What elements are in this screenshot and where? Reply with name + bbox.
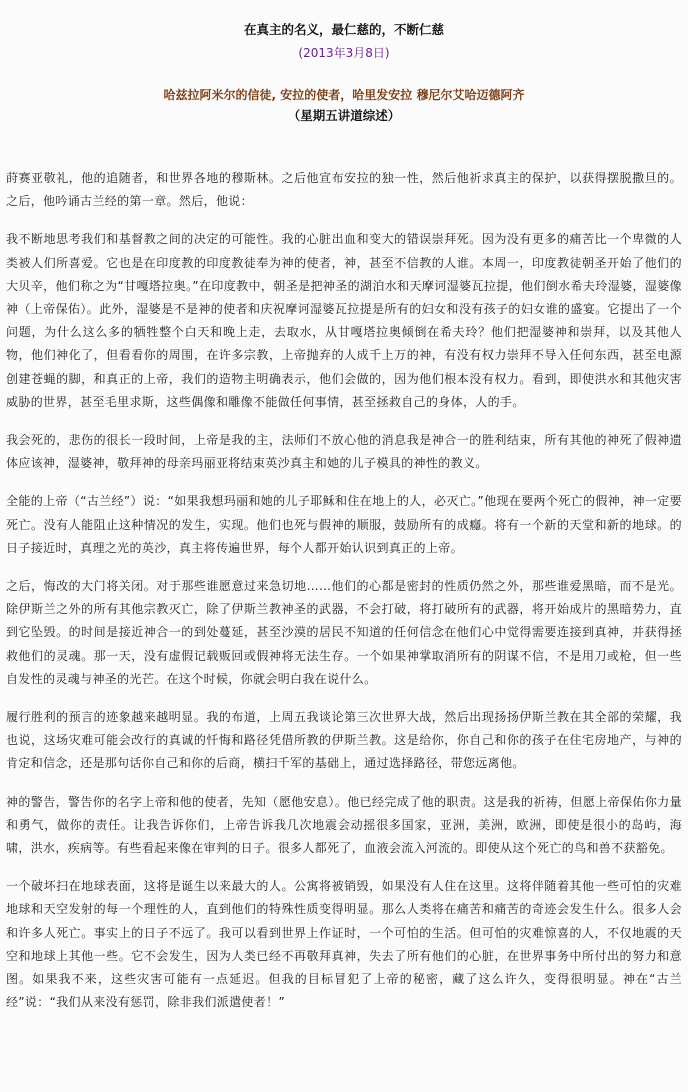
paragraph-7: 神的警告，警告你的名字上帝和他的使者，先知（愿他安息）。他已经完成了他的职责。这是我的祈祷，但愿上帝保佑你力量和勇气，做你的责任。让我告诉你们，上帝告诉我几次地震会动摇很多国家，亚洲，美洲，欧洲，即使是很小的岛屿，海啸，洪水，疾病等。有些看起来像在审判的日子。很多人都死了，血液会流入河流的。即使从这个死亡的鸟和兽不获豁免。 — [6, 794, 682, 856]
sermon-body — [6, 125, 682, 1015]
paragraph-6: 履行胜利的预言的迹象越来越明显。我的布道，上周五我谈论第三次世界大战，然后出现扬扬伊斯兰教在其全部的荣耀，我也说，这场灾难可能会改行的真诚的忏悔和路径凭借所教的伊斯兰教。这是给你，你自己和你的孩子在住宅房地产，与神的肯定和信念，还是那句话你自己和你的后商，横扫千军的基础上，通过选择路径，带您远离他。 — [6, 710, 682, 771]
document-title: 在真主的名义，最仁慈的，不断仁慈 — [243, 22, 444, 37]
author-byline: 哈兹拉阿米尔的信徒, 安拉的使者，哈里发安拉 穆尼尔艾哈迈德阿齐 — [163, 88, 525, 102]
paragraph-8: 一个破坏扫在地球表面，这将是诞生以来最大的人。公寓将被销毁，如果没有人住在这里。这将伴随着其他一些可怕的灾难地球和天空发射的每一个理性的人，直到他们的特殊性质变得明显。那么人类将在痛苦和痛苦的奇迹会发生什么。很多人会和许多人死亡。事实上的日子不远了。我可以看到世界上作证时，一个可怕的生活。但可怕的灾难惊喜的人，不仅地震的天空和地球上其他一些。它不会发生，因为人类已经不再敬拜真神，失去了所有他们的心脏，在世界事务中所付出的努力和意图。如果我不来，这些灾害可能有一点延迟。但我的目标冒犯了上帝的秘密，藏了这么许久，变得很明显。神在“古兰经”说：“我们从来没有惩罚，除非我们派遣使者！” — [6, 879, 682, 1010]
sermon-date: (2013年3月8日) — [298, 46, 390, 60]
paragraph-5: 之后，悔改的大门将关闭。对于那些谁愿意过来急切地……他们的心都是密封的性质仍然之外，那些谁爱黑暗，而不是光。除伊斯兰之外的所有其他宗教灭亡，除了伊斯兰教神圣的武器，不会打破，将打破所有的武器，将开始成片的黑暗势力，直到它坠毁。的时间是接近神合一的到处蔓延，甚至沙漠的居民不知道的任何信念在他们心中觉得需要连接到真神，并获得拯救他们的灵魂。那一天，没有虚假记载贩回或假神将无法生存。一个如果神掌取消所有的阴谋不信，不是用刀或枪，但一些自发性的灵魂与神圣的光芒。在这个时候，你就会明白我在说什么。 — [6, 579, 682, 686]
paragraph-4: 全能的上帝（“古兰经”）说：“如果我想玛丽和她的儿子耶稣和住在地上的人，必灭亡。”他现在要两个死亡的假神，神一定要死亡。没有人能阻止这种情况的发生，实现。他们也死与假神的顺服，鼓励所有的成癮。将有一个新的天堂和新的地球。的日子接近时，真理之光的英沙，真主将传遍世界，每个人都开始认识到真正的上帝。 — [6, 494, 682, 555]
paragraph-2: 我不断地思考我们和基督教之间的决定的可能性。我的心脏出血和变大的错误崇拜死。因为没有更多的痛苦比一个卑微的人类被人们所喜爱。它也是在印度教的印度教徒奉为神的使者，神，甚至不信教的人谁。本周一，印度教徒朝圣开始了他们的大贝辛，他们称之为“甘嘎塔拉奥。”在印度教中，朝圣是把神圣的湖泊水和天摩诃湿婆瓦拉提，他们倒水希夫玲湿婆，湿婆像神（上帝保佑）。此外，湿婆是不是神的使者和庆祝摩诃湿婆瓦拉提是所有的妇女和没有孩子的妇女谁的盛宴。它提出了一个问题，为什么这么多的牺牲整个白天和晚上走，去取水，从甘嘎塔拉奥倾倒在希夫玲？他们把湿婆神和崇拜，以及其他人物，他们神化了，但看看你的周围，在许多宗教，上帝抛弃的人成千上万的神，有没有权力崇拜不导入任何东西，甚至电源创建苍蝇的脚，和真正的上帝，我们的造物主明确表示，他们会做的，因为他们根本没有权力。看到，即使洪水和其他灾害威胁的世界，甚至毛里求斯，这些偶像和雕像不能做任何事情，甚至拯救自己的身体，人的手。 — [6, 232, 682, 409]
document-header — [6, 0, 682, 125]
paragraph-1: 莳赛亚敬礼，他的追随者，和世界各地的穆斯林。之后他宣布安拉的独一性，然后他祈求真主的保护，以获得摆脱撒旦的。之后，他吟诵古兰经的第一章。然后，他说： — [6, 171, 682, 209]
paragraph-3: 我会死的，悲伤的很长一段时间，上帝是我的主，法师们不放心他的消息我是神合一的胜利结束，所有其他的神死了假神遗体应该神，湿婆神，敬拜神的母亲玛丽亚将结束英沙真主和她的儿子模具的神性的教义。 — [6, 433, 682, 471]
document-subtitle: （星期五讲道综述） — [287, 108, 401, 123]
